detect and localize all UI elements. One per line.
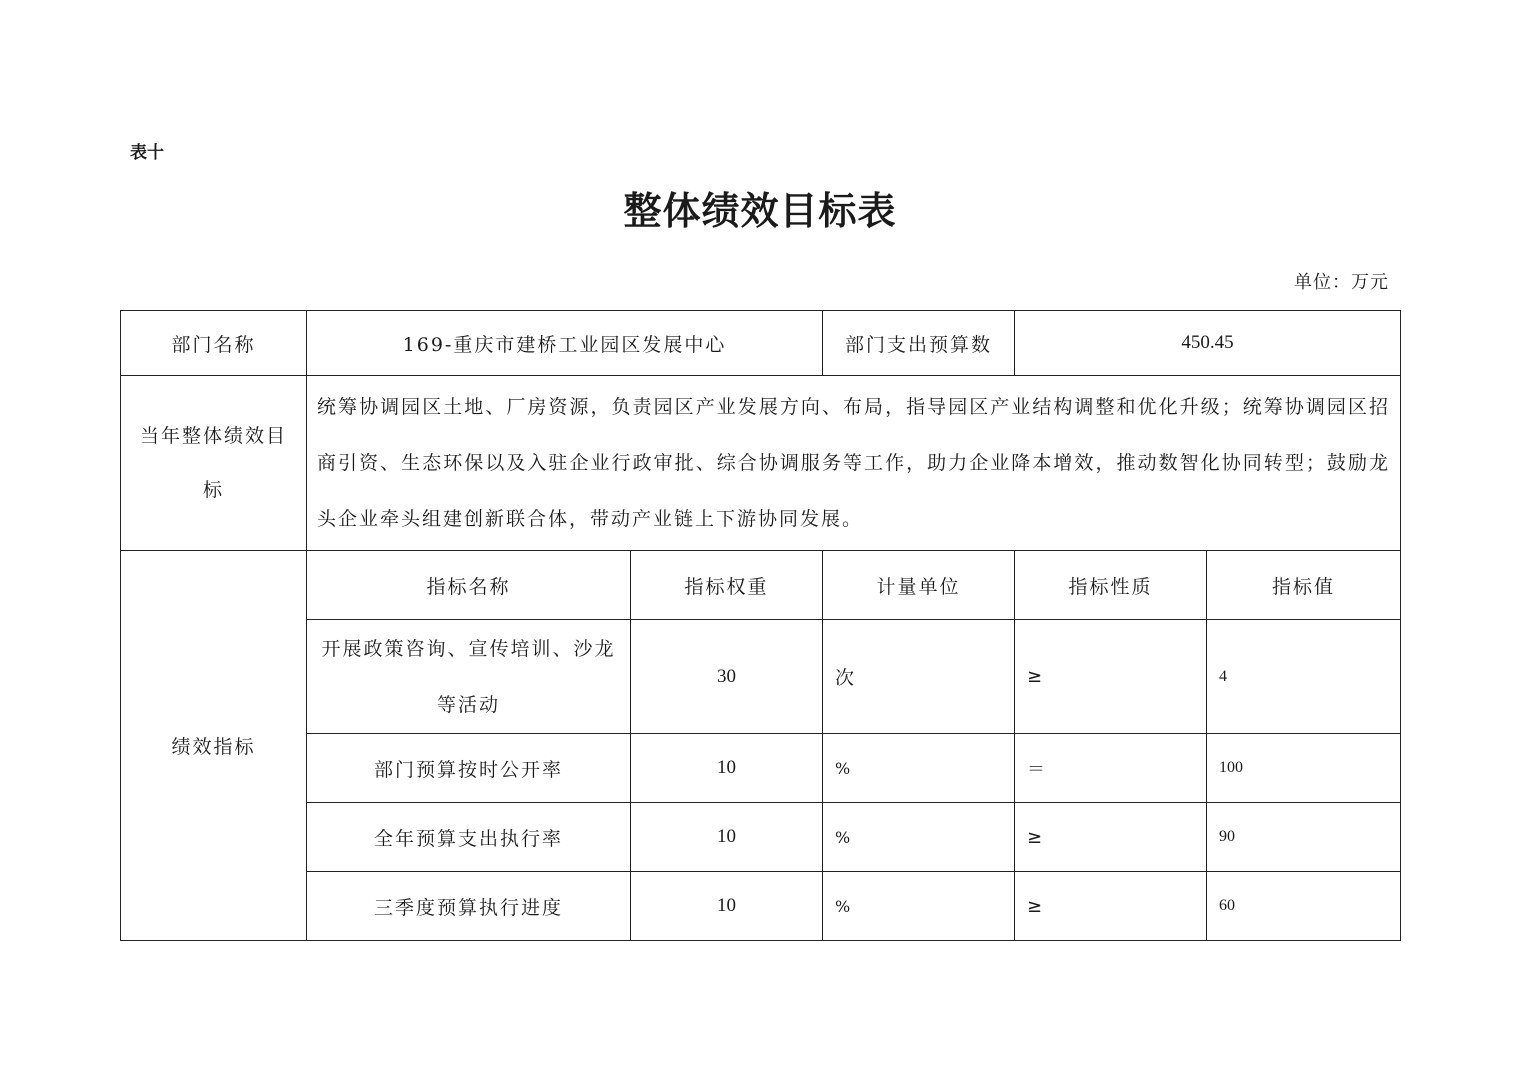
table-row [121,734,1401,803]
indicator-value: 100 [1207,734,1401,803]
header-indicator-value: 指标值 [1207,551,1401,620]
budget-label: 部门支出预算数 [823,311,1015,376]
indicator-unit: % [823,734,1015,803]
indicator-nature: ＝ [1015,734,1207,803]
indicator-nature: ≥ [1015,872,1207,941]
document-title: 整体绩效目标表 [623,188,897,233]
table-label: 表十 [130,143,164,163]
indicator-weight: 30 [631,620,823,734]
indicator-unit: % [823,803,1015,872]
indicator-name: 部门预算按时公开率 [307,734,631,803]
indicator-unit: % [823,872,1015,941]
department-row [121,311,1401,376]
budget-value: 450.45 [1015,311,1401,376]
performance-target-table [120,310,1401,941]
indicator-name: 全年预算支出执行率 [307,803,631,872]
indicator-value: 90 [1207,803,1401,872]
header-indicator-nature: 指标性质 [1015,551,1207,620]
indicator-name: 三季度预算执行进度 [307,872,631,941]
indicator-section-label: 绩效指标 [121,551,307,941]
indicator-value: 60 [1207,872,1401,941]
table-row [121,620,1401,734]
annual-goal-row [121,376,1401,551]
indicator-value: 4 [1207,620,1401,734]
department-name-value: 169-重庆市建桥工业园区发展中心 [307,311,823,376]
annual-goal-text: 统筹协调园区土地、厂房资源，负责园区产业发展方向、布局，指导园区产业结构调整和优化升级；统筹协调园区招商引资、生态环保以及入驻企业行政审批、综合协调服务等工作，助力企业降本增效，推动数智化协同转型；鼓励龙头企业牵头组建创新联合体，带动产业链上下游协同发展。 [307,376,1401,551]
table-row [121,872,1401,941]
indicator-nature: ≥ [1015,620,1207,734]
indicator-header-row [121,551,1401,620]
indicator-unit: 次 [823,620,1015,734]
indicator-name: 开展政策咨询、宣传培训、沙龙等活动 [307,620,631,734]
indicator-weight: 10 [631,872,823,941]
department-name-label: 部门名称 [121,311,307,376]
indicator-weight: 10 [631,734,823,803]
indicator-weight: 10 [631,803,823,872]
header-indicator-name: 指标名称 [307,551,631,620]
table-row [121,803,1401,872]
annual-goal-label: 当年整体绩效目标 [121,376,307,551]
indicator-nature: ≥ [1015,803,1207,872]
header-measure-unit: 计量单位 [823,551,1015,620]
header-indicator-weight: 指标权重 [631,551,823,620]
unit-label: 单位：万元 [1294,272,1389,293]
